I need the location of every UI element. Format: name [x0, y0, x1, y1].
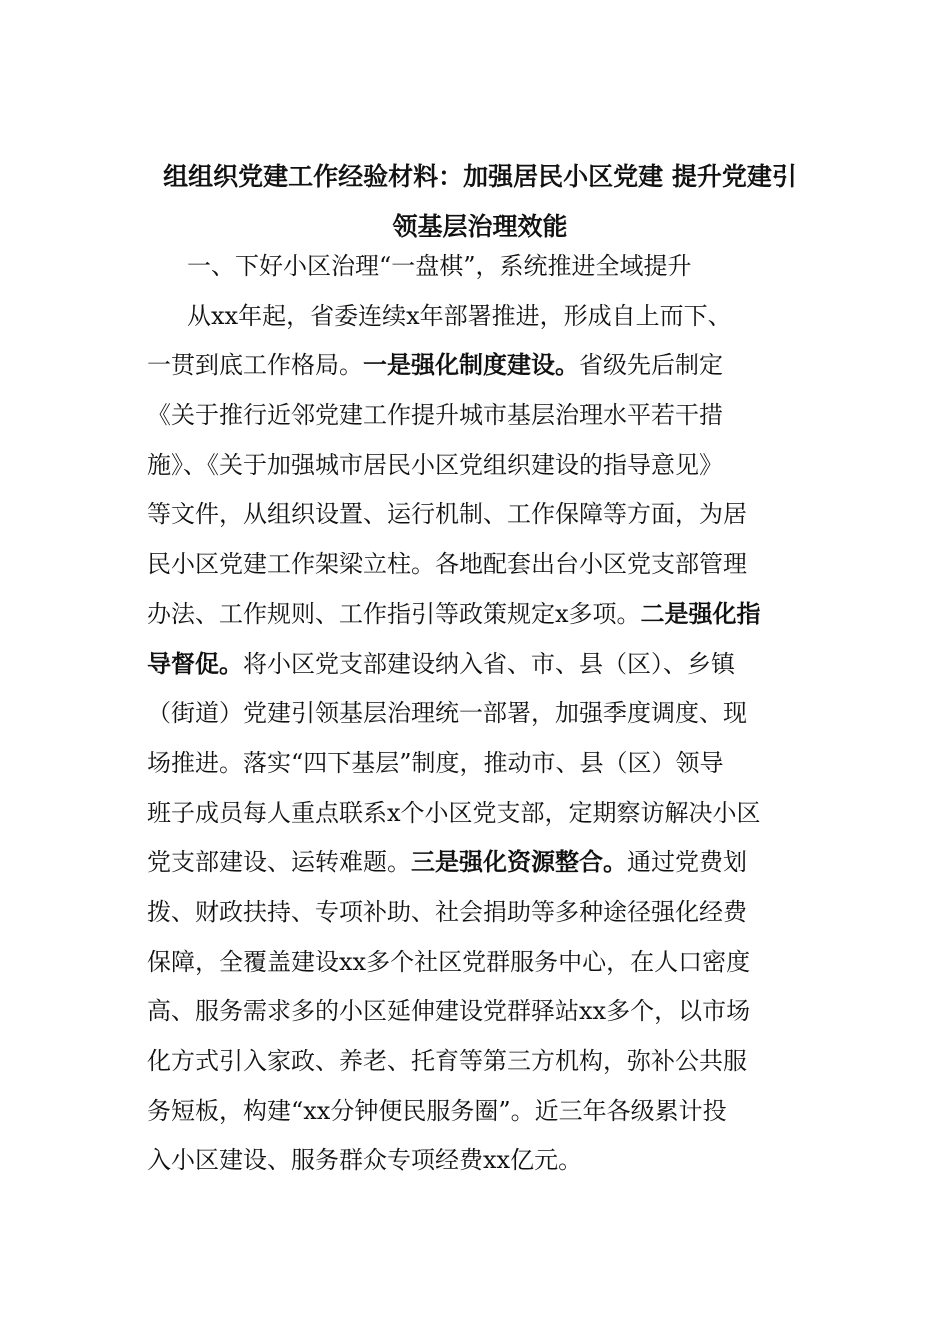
paragraph-line — [147, 1087, 807, 1137]
bold-phrase: 三是强化资源整合。 — [411, 848, 627, 877]
paragraph-line — [147, 789, 807, 839]
paragraph-line — [147, 987, 807, 1037]
text-run: 民小区党建工作架梁立柱。各地配套出台小区党支部管理 — [147, 550, 747, 579]
paragraph-line — [147, 341, 807, 391]
text-run: （街道）党建引领基层治理统一部署，加强季度调度、现 — [147, 699, 747, 728]
bold-phrase: 二是强化指 — [640, 599, 761, 628]
paragraph-line — [147, 490, 807, 540]
paragraph-line — [147, 540, 807, 590]
text-run: 保障，全覆盖建设xx多个社区党群服务中心，在人口密度 — [147, 947, 751, 976]
text-run: 拨、财政扶持、专项补助、社会捐助等多种途径强化经费 — [147, 897, 747, 926]
text-run: 省级先后制定 — [579, 351, 723, 380]
paragraph-line — [147, 391, 807, 441]
text-run: 从xx年起，省委连续x年部署推进，形成自上而下、 — [187, 301, 732, 330]
text-run: 施》、《关于加强城市居民小区党组织建设的指导意见》 — [147, 450, 723, 479]
section-heading: 一、下好小区治理“一盘棋”，系统推进全域提升 — [187, 252, 692, 280]
text-run: 班子成员每人重点联系x个小区党支部，定期察访解决小区 — [147, 798, 761, 827]
paragraph-line — [147, 838, 807, 888]
paragraph-line — [147, 292, 807, 342]
text-run: 等文件，从组织设置、运行机制、工作保障等方面，为居 — [147, 500, 747, 529]
text-run: 入小区建设、服务群众专项经费xx亿元。 — [147, 1146, 583, 1175]
text-run: 场推进。落实“四下基层”制度，推动市、县（区）领导 — [147, 748, 724, 777]
text-run: 办法、工作规则、工作指引等政策规定x多项。 — [147, 599, 641, 628]
paragraph-line — [147, 739, 807, 789]
paragraph-line — [147, 590, 807, 640]
document-title — [160, 152, 800, 252]
bold-phrase: 一是强化制度建设。 — [363, 351, 579, 380]
title-line-2: 领基层治理效能 — [392, 212, 568, 241]
text-run: 将小区党支部建设纳入省、市、县（区）、乡镇 — [243, 649, 735, 678]
paragraph-line — [147, 1136, 807, 1186]
paragraph-line — [147, 689, 807, 739]
paragraph-line — [147, 938, 807, 988]
paragraph-line — [147, 441, 807, 491]
text-run: 一贯到底工作格局。 — [147, 351, 363, 380]
title-line-1: 组组织党建工作经验材料：加强居民小区党建 提升党建引 — [163, 162, 797, 191]
document-body — [147, 242, 807, 1186]
paragraph — [147, 292, 807, 1186]
paragraph-line — [147, 640, 807, 690]
bold-phrase: 导督促。 — [147, 649, 243, 678]
text-run: 《关于推行近邻党建工作提升城市基层治理水平若干措 — [147, 401, 723, 430]
text-run: 高、服务需求多的小区延伸建设党群驿站xx多个，以市场 — [147, 997, 751, 1026]
text-run: 党支部建设、运转难题。 — [147, 848, 411, 877]
paragraph-line — [147, 888, 807, 938]
text-run: 务短板，构建“xx分钟便民服务圈”。近三年各级累计投 — [147, 1096, 727, 1125]
paragraph-line — [147, 1037, 807, 1087]
text-run: 化方式引入家政、养老、托育等第三方机构，弥补公共服 — [147, 1047, 747, 1075]
text-run: 通过党费划 — [627, 848, 747, 877]
